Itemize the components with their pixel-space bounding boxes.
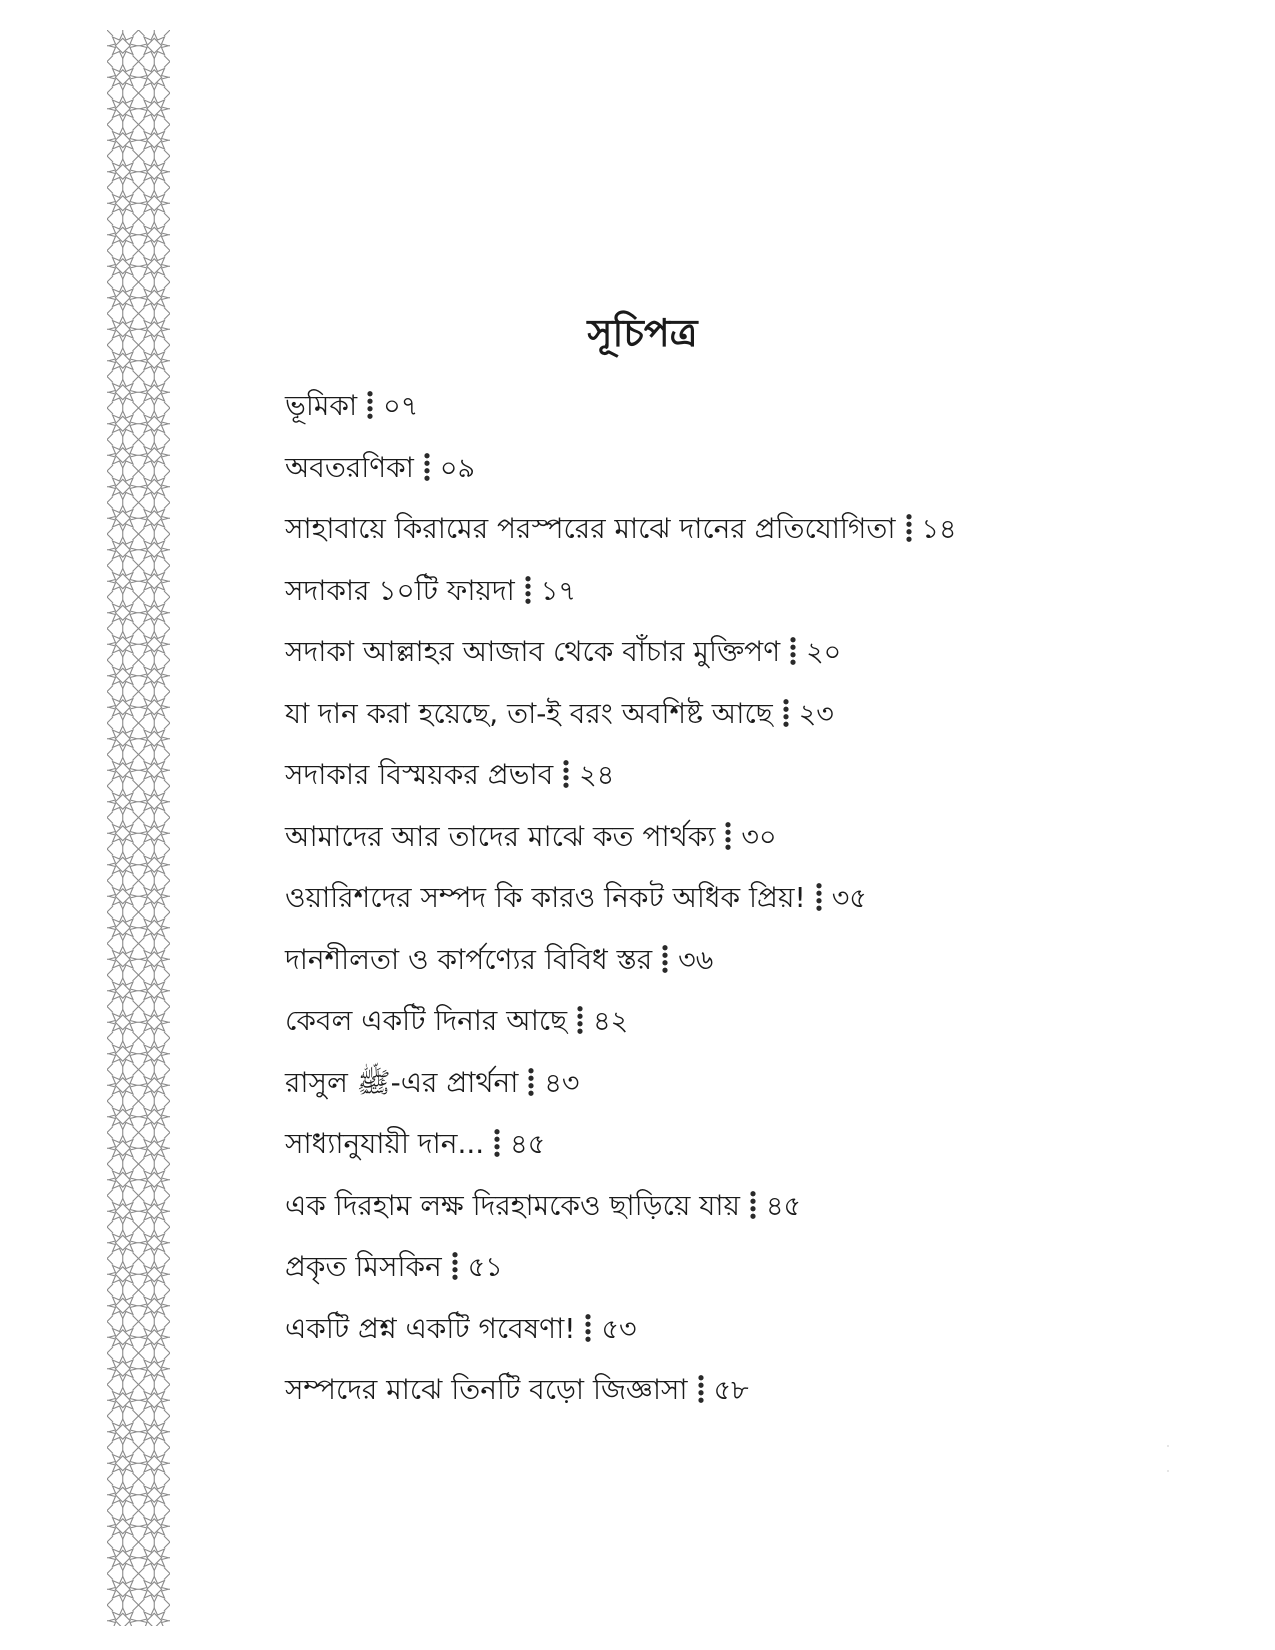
dotted-separator-icon	[585, 1313, 591, 1343]
toc-entry	[285, 507, 1205, 569]
toc-entry-title: ভূমিকা	[285, 389, 358, 422]
dotted-separator-icon	[816, 882, 822, 912]
toc-entry-page-number: ৪৫	[765, 1190, 802, 1222]
toc-entry	[285, 446, 1205, 508]
dotted-separator-icon	[750, 1190, 756, 1220]
toc-entry	[285, 1122, 1205, 1184]
toc-entry	[285, 1307, 1205, 1369]
toc-entry	[285, 876, 1205, 938]
toc-entry	[285, 815, 1205, 877]
scan-speck	[1167, 1470, 1169, 1472]
toc-entry-title: কেবল একটি দিনার আছে	[285, 1004, 568, 1037]
dotted-separator-icon	[662, 944, 668, 974]
dotted-separator-icon	[494, 1128, 500, 1158]
toc-entry-title: একটি প্রশ্ন একটি গবেষণা!	[285, 1311, 576, 1345]
dotted-separator-icon	[725, 821, 731, 851]
toc-entry	[285, 753, 1205, 815]
toc-entry-title: সদাকা আল্লাহর আজাব থেকে বাঁচার মুক্তিপণ	[285, 635, 781, 668]
toc-entry-title: সাহাবায়ে কিরামের পরস্পরের মাঝে দানের প্রতিযোগিতা	[285, 512, 896, 545]
dotted-separator-icon	[698, 1374, 704, 1404]
toc-entry-title: রাসুল ﷺ-এর প্রার্থনা	[285, 1065, 519, 1099]
toc-entry-page-number: ৩০	[741, 821, 777, 853]
toc-entry	[285, 569, 1205, 631]
toc-entry-title: সদাকার ১০টি ফায়দা	[285, 573, 515, 607]
toc-entry-title: সদাকার বিস্ময়কর প্রভাব	[285, 758, 554, 791]
toc-entry	[285, 384, 1205, 446]
toc-entry	[285, 1061, 1205, 1123]
dotted-separator-icon	[424, 452, 430, 482]
dotted-separator-icon	[790, 636, 796, 666]
toc-entry-page-number: ৪৫	[510, 1129, 546, 1160]
decorative-border-pattern	[107, 30, 170, 1626]
toc-entry-page-number: ২৪	[579, 760, 615, 791]
toc-entry-title: আমাদের আর তাদের মাঝে কত পার্থক্য	[285, 819, 716, 853]
toc-entry	[285, 692, 1205, 754]
toc-entry-title: সম্পদের মাঝে তিনটি বড়ো জিজ্ঞাসা	[285, 1373, 688, 1406]
toc-entry	[285, 1368, 1205, 1430]
scan-speck	[1167, 1445, 1169, 1447]
toc-entry	[285, 938, 1205, 1000]
toc-entry-title: সাধ্যানুযায়ী দান...	[285, 1127, 485, 1160]
toc-entry-title: অবতরণিকা	[285, 450, 414, 484]
toc-entry-page-number: ১৪	[921, 514, 957, 545]
toc-entry-title: দানশীলতা ও কার্পণ্যের বিবিধ স্তর	[285, 942, 653, 976]
toc-entry-page-number: ৩৫	[831, 883, 867, 914]
dotted-separator-icon	[528, 1067, 534, 1097]
toc-entry	[285, 999, 1205, 1061]
toc-entry-title: ওয়ারিশদের সম্পদ কি কারও নিকট অধিক প্রিয়!	[285, 881, 806, 914]
toc-entry-title: প্রকৃত মিসকিন	[285, 1250, 442, 1283]
toc-entry-page-number: ৫১	[467, 1252, 503, 1283]
toc-entry	[285, 1184, 1205, 1246]
toc-entry-page-number: ০৭	[383, 391, 419, 422]
dotted-separator-icon	[452, 1251, 458, 1281]
page-title: সূচিপত্র	[587, 311, 698, 355]
dotted-separator-icon	[783, 698, 789, 728]
toc-entry-page-number: ৫৩	[601, 1313, 637, 1345]
toc-entry-page-number: ১৭	[540, 575, 576, 607]
toc-entry-page-number: ৪৩	[544, 1067, 580, 1099]
table-of-contents	[285, 384, 1205, 1430]
toc-entry-title: যা দান করা হয়েছে, তা-ই বরং অবশিষ্ট আছে	[285, 696, 773, 730]
toc-entry-page-number: ২৩	[798, 698, 834, 730]
dotted-separator-icon	[525, 575, 531, 605]
dotted-separator-icon	[577, 1005, 583, 1035]
toc-entry	[285, 630, 1205, 692]
toc-entry-title: এক দিরহাম লক্ষ দিরহামকেও ছাড়িয়ে যায়	[285, 1188, 740, 1222]
geometric-pattern-icon	[107, 30, 170, 1626]
dotted-separator-icon	[906, 513, 912, 543]
toc-entry-page-number: ০৯	[439, 452, 475, 484]
toc-entry-page-number: ২০	[806, 637, 842, 668]
toc-entry-page-number: ৪২	[593, 1006, 629, 1037]
toc-entry	[285, 1245, 1205, 1307]
toc-entry-page-number: ৩৬	[678, 944, 714, 976]
toc-entry-page-number: ৫৮	[713, 1375, 749, 1406]
dotted-separator-icon	[563, 759, 569, 789]
dotted-separator-icon	[367, 390, 373, 420]
